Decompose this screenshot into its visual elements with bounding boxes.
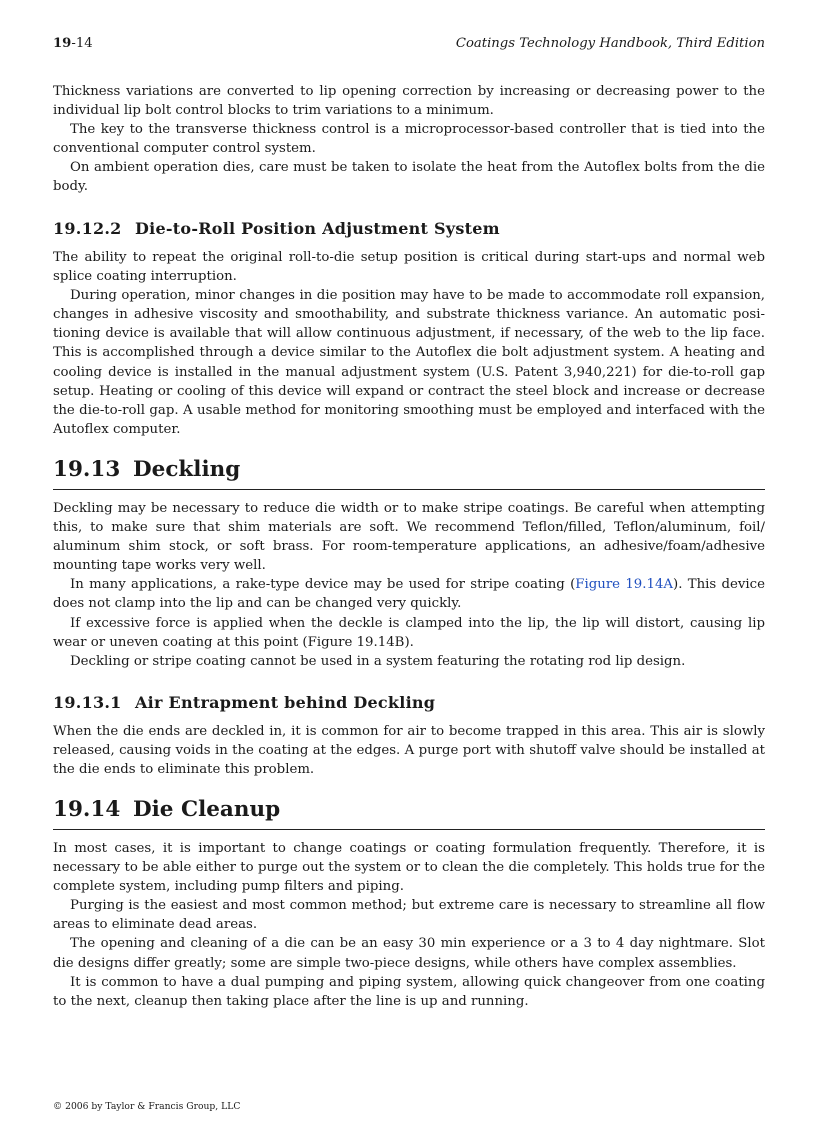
- paragraph: The opening and cleaning of a die can be an easy 30 min experience or a 3 to 4 day nightmare. Slot die designs differ greatly; some are simple two-piece designs, while others have complex assemblies.: [53, 936, 765, 971]
- section-19-13: [53, 457, 765, 490]
- paragraph: Deckling or stripe coating cannot be used in a system featuring the rotating rod lip design.: [70, 653, 686, 669]
- paragraph: The key to the transverse thickness control is a microprocessor-based controller that is tied into the conventional computer control system.: [53, 122, 765, 157]
- section-19-14-body: [53, 839, 765, 1011]
- paragraph: It is common to have a dual pumping and piping system, allowing quick changeover from one coating to the next, cleanup then taking place after the line is up and running.: [53, 974, 765, 1009]
- section-19-13-body: [53, 499, 765, 671]
- subsection-heading: 19.13.1 Air Entrapment behind Deckling: [53, 693, 436, 712]
- paragraph: In most cases, it is important to change coatings or coating formulation frequently. Therefore, it is necessary to be able either to purge out the system or to clean the die completely. This holds true for the complete system, including pump filters and piping.: [53, 841, 765, 895]
- paragraph: When the die ends are deckled in, it is common for air to become trapped in this area. This air is slowly released, causing voids in the coating at the edges. A purge port with shutoff valve should be installed at the die ends to eliminate this problem.: [53, 724, 765, 778]
- paragraph: On ambient operation dies, care must be taken to isolate the heat from the Autoflex bolts from the die body.: [53, 160, 765, 195]
- paragraph: If excessive force is applied when the deckle is clamped into the lip, the lip will distort, causing lip wear or uneven coating at this point (Figure 19.14B).: [53, 615, 765, 650]
- paragraph: Purging is the easiest and most common method; but extreme care is necessary to streamline all flow areas to eliminate dead areas.: [53, 898, 765, 933]
- book-title: Coatings Technology Handbook, Third Edition: [455, 36, 765, 51]
- section-19-12-2: [53, 219, 765, 239]
- section-19-13-1: [53, 693, 765, 713]
- section-19-12-2-body: [53, 248, 765, 439]
- figure-link[interactable]: Figure 19.14A: [575, 577, 674, 593]
- running-head: [53, 36, 765, 54]
- section-19-13-1-body: [53, 722, 765, 779]
- page-number: 19-14: [53, 36, 93, 51]
- paragraph: The ability to repeat the original roll-to-die setup position is critical during start-ups and normal web splice coating interruption.: [53, 250, 765, 285]
- subsection-heading: 19.12.2 Die-to-Roll Position Adjustment System: [53, 219, 500, 238]
- paragraph: Deckling may be necessary to reduce die width or to make stripe coatings. Be careful when attempting this, to make sure that shim materials are soft. We recommend Teflon/filled, Teflon/aluminum, foil/ aluminum shim stock, or soft brass. For room-temperature applications, an adhesive/foam/adhesive mounting tape works very well.: [53, 501, 765, 574]
- section-19-14: [53, 797, 765, 830]
- section-heading: 19.14 Die Cleanup: [53, 797, 765, 830]
- paragraph: During operation, minor changes in die position may have to be made to accommodate roll expansion, changes in adhesive viscosity and smoothability, and substrate thickness variance. An automatic positioning device is available that will allow continuous adjustment, if necessary, of the web to the lip face. This is accomplished through a device similar to the Autoflex die bolt adjustment system. A heating and cooling device is installed in the manual adjustment system (U.S. Patent 3,940,221) for die-to-roll gap setup. Heating or cooling of this device will expand or contract the steel block and increase or decrease the die-to-roll gap. A usable method for monitoring smoothing must be employed and interfaced with the Autoflex computer.: [53, 288, 765, 437]
- copyright-footer: © 2006 by Taylor & Francis Group, LLC: [53, 1101, 241, 1112]
- paragraph: In many applications, a rake-type device may be used for stripe coating (Figure 19.14A). This device does not clamp into the lip and can be changed very quickly.: [53, 577, 765, 612]
- section-heading: 19.13 Deckling: [53, 457, 765, 490]
- paragraph: Thickness variations are converted to lip opening correction by increasing or decreasing power to the individual lip bolt control blocks to trim variations to a minimum.: [53, 84, 765, 119]
- intro-block: [53, 82, 765, 197]
